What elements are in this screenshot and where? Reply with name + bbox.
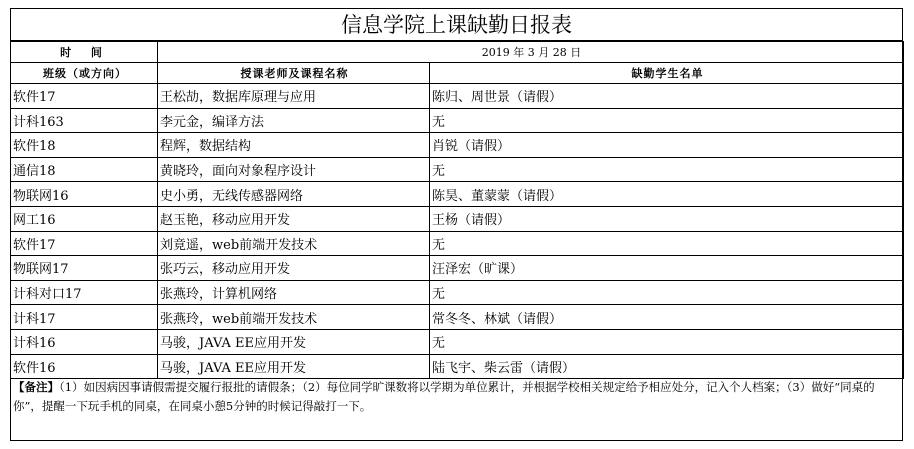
- table-row: [11, 206, 904, 231]
- absent-students-cell: 陈归、周世景（请假）: [430, 84, 904, 109]
- date-label: 时 间: [11, 42, 158, 63]
- remarks: [13, 378, 898, 416]
- table-row: [11, 157, 904, 182]
- table-row: [11, 231, 904, 256]
- teacher-course-cell: 张燕玲，web前端开发技术: [158, 305, 430, 330]
- absent-students-cell: 王杨（请假）: [430, 206, 904, 231]
- table-row: [11, 329, 904, 354]
- class-cell: 物联网17: [11, 256, 158, 281]
- class-cell: 软件16: [11, 354, 158, 379]
- class-cell: 物联网16: [11, 182, 158, 207]
- col-header-teacher-course: 授课老师及课程名称: [158, 63, 430, 84]
- col-header-absent-students: 缺勤学生名单: [430, 63, 904, 84]
- report-sheet: [10, 8, 903, 441]
- class-cell: 软件17: [11, 84, 158, 109]
- teacher-course-cell: 刘竟遥，web前端开发技术: [158, 231, 430, 256]
- table-row: [11, 84, 904, 109]
- absent-students-cell: 陆飞宇、柴云雷（请假）: [430, 354, 904, 379]
- teacher-course-cell: 马骏，JAVA EE应用开发: [158, 354, 430, 379]
- date-value: 2019 年 3 月 28 日: [158, 42, 904, 63]
- class-cell: 计科163: [11, 108, 158, 133]
- class-cell: 计科对口17: [11, 280, 158, 305]
- absent-students-cell: 常冬冬、林斌（请假）: [430, 305, 904, 330]
- table-row: [11, 133, 904, 158]
- teacher-course-cell: 史小勇，无线传感器网络: [158, 182, 430, 207]
- teacher-course-cell: 赵玉艳，移动应用开发: [158, 206, 430, 231]
- absence-table: [10, 41, 904, 379]
- teacher-course-cell: 李元金，编译方法: [158, 108, 430, 133]
- report-title: 信息学院上课缺勤日报表: [11, 9, 902, 41]
- class-cell: 计科16: [11, 329, 158, 354]
- class-cell: 通信18: [11, 157, 158, 182]
- table-row: [11, 280, 904, 305]
- teacher-course-cell: 王松劼，数据库原理与应用: [158, 84, 430, 109]
- teacher-course-cell: 张燕玲，计算机网络: [158, 280, 430, 305]
- table-row: [11, 182, 904, 207]
- date-row: [11, 42, 904, 63]
- absent-students-cell: 无: [430, 157, 904, 182]
- table-row: [11, 354, 904, 379]
- absent-students-cell: 无: [430, 329, 904, 354]
- table-row: [11, 256, 904, 281]
- teacher-course-cell: 马骏，JAVA EE应用开发: [158, 329, 430, 354]
- absent-students-cell: 无: [430, 280, 904, 305]
- table-row: [11, 305, 904, 330]
- absent-students-cell: 肖锐（请假）: [430, 133, 904, 158]
- class-cell: 软件18: [11, 133, 158, 158]
- teacher-course-cell: 张巧云，移动应用开发: [158, 256, 430, 281]
- teacher-course-cell: 黄晓玲，面向对象程序设计: [158, 157, 430, 182]
- teacher-course-cell: 程辉，数据结构: [158, 133, 430, 158]
- class-cell: 网工16: [11, 206, 158, 231]
- col-header-class: 班级（或方向）: [11, 63, 158, 84]
- class-cell: 软件17: [11, 231, 158, 256]
- table-row: [11, 108, 904, 133]
- remarks-label: 【备注】: [13, 380, 59, 394]
- absent-students-cell: 陈昊、董蒙蒙（请假）: [430, 182, 904, 207]
- absent-students-cell: 汪泽宏（旷课）: [430, 256, 904, 281]
- remarks-text: （1）如因病因事请假需提交履行报批的请假条；（2）每位同学旷课数将以学期为单位累计，并根据学校相关规定给予相应处分，记入个人档案；（3）做好“同桌的你”，提醒一下玩手机的同桌，在同桌小憩5分钟的时候记得敲打一下。: [13, 380, 875, 413]
- class-cell: 计科17: [11, 305, 158, 330]
- absent-students-cell: 无: [430, 231, 904, 256]
- header-row: [11, 63, 904, 84]
- absent-students-cell: 无: [430, 108, 904, 133]
